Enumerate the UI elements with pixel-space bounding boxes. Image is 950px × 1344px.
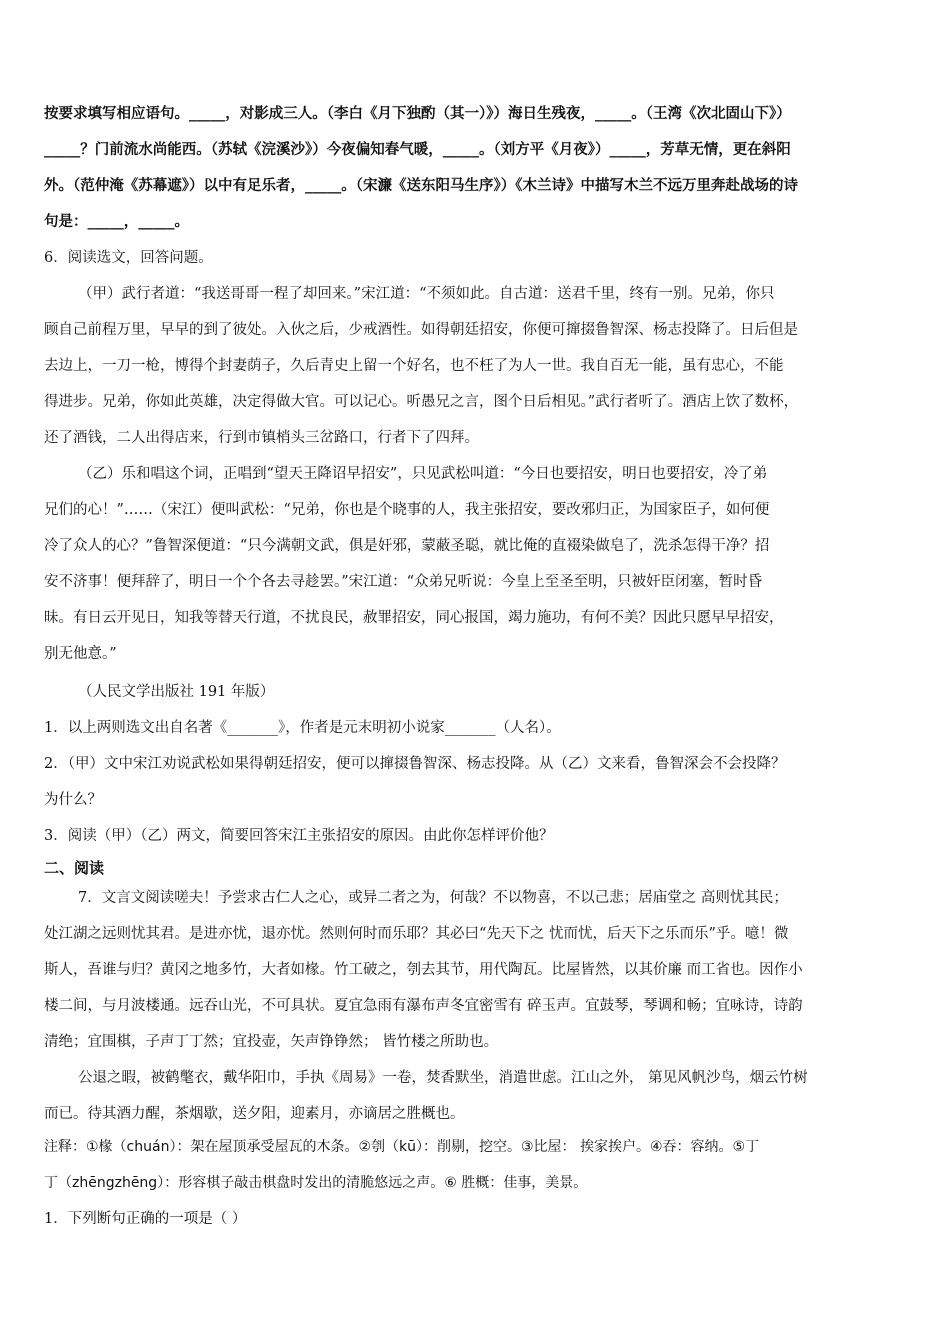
q7-para2-line-2: 而已。待其酒力醒，茶烟歇，送夕阳，迎素月，亦谪居之胜概也。 <box>44 1106 465 1122</box>
q6-yi-line-4: 安不济事！便拜辞了，明日一个个各去寻趁罢。”宋江道：“众弟兄听说：今皇上至圣至明，只被奸臣闭塞，暂时昏 <box>44 574 763 590</box>
q7-sub-question-1: 1．下列断句正确的一项是（ ） <box>44 1211 247 1227</box>
q6-jia-line-2: 顾自己前程万里，早早的到了彼处。入伙之后，少戒酒性。如得朝廷招安，你便可撺掇鲁智深、杨志投降了。日后但是 <box>44 322 798 338</box>
q6-yi-line-1: （乙）乐和唱这个词，正唱到“望天王降诏早招安”，只见武松叫道：“今日也要招安，明日也要招安，冷了弟 <box>78 466 768 482</box>
q6-question-1: 1．以上两则选文出自名著《_______》，作者是元末明初小说家_______（人名）。 <box>44 720 561 736</box>
q6-jia-line-5: 还了酒钱，二人出得店来，行到市镇梢头三岔路口，行者下了四拜。 <box>44 430 479 446</box>
q6-question-3: 3．阅读（甲）（乙）两文，简要回答宋江主张招安的原因。由此你怎样评价他？ <box>44 828 554 844</box>
notes-line-1: 注释：①椽（chuán）：架在屋顶承受屋瓦的木条。②刳（kū）：削剔，挖空。③比屋： 挨家挨户。④吞：容纳。⑤丁 <box>44 1139 760 1155</box>
q7-line-5: 清绝；宜围棋，子声丁丁然；宜投壶，矢声铮铮然； 皆竹楼之所助也。 <box>44 1034 499 1050</box>
notes-line-2: 丁（zhēngzhēng）：形容棋子敲击棋盘时发出的清脆悠远之声。⑥ 胜概：佳事，美景。 <box>44 1175 588 1191</box>
q6-source: （人民文学出版社 191 年版） <box>78 684 275 700</box>
fill-in-line-2: _____？门前流水尚能西。（苏轼《浣溪沙》）今夜偏知春气暖，_____。（刘方平《月夜》）_____，芳草无情，更在斜阳 <box>44 142 791 158</box>
q7-line-3: 斯人，吾谁与归？黄冈之地多竹，大者如椽。竹工破之，刳去其节，用代陶瓦。比屋皆然，以其价廉 而工省也。因作小 <box>44 962 803 978</box>
q6-yi-line-5: 昧。有日云开见日，知我等替天行道，不扰良民，赦罪招安，同心报国，竭力施功，有何不美？因此只愿早早招安， <box>44 610 784 626</box>
q7-para2-line-1: 公退之暇，被鹤氅衣，戴华阳巾，手执《周易》一卷，焚香默坐，消遣世虑。江山之外， 第见风帆沙鸟，烟云竹树 <box>78 1070 808 1086</box>
q6-jia-line-1: （甲）武行者道：“我送哥哥一程了却回来。”宋江道：“不须如此。自古道：送君千里，终有一别。兄弟，你只 <box>78 286 775 302</box>
fill-in-line-4: 句是：_____，_____。 <box>44 214 189 230</box>
q6-yi-line-3: 冷了众人的心？”鲁智深便道：“只今满朝文武，俱是奸邪，蒙蔽圣聪，就比俺的直裰染做皂了，洗杀怎得干净？招 <box>44 538 770 554</box>
q6-question-2-cont: 为什么？ <box>44 792 102 808</box>
q7-line-1: 7．文言文阅读嗟夫！予尝求古仁人之心，或异二者之为，何哉？不以物喜，不以己悲；居庙堂之 高则忧其民； <box>78 890 788 906</box>
q6-title: 6．阅读选文，回答问题。 <box>44 250 213 266</box>
q6-yi-line-6: 别无他意。” <box>44 646 117 662</box>
fill-in-line-1: 按要求填写相应语句。_____，对影成三人。（李白《月下独酌（其一）》）海日生残夜，_____。（王湾《次北固山下》） <box>44 106 791 122</box>
q6-yi-line-2: 兄们的心！”……（宋江）便叫武松：“兄弟，你也是个晓事的人，我主张招安，要改邪归正，为国家臣子，如何便 <box>44 502 770 518</box>
q6-jia-line-4: 得进步。兄弟，你如此英雄，决定得做大官。可以记心。听愚兄之言，图个日后相见。”武行者听了。酒店上饮了数杯， <box>44 394 799 410</box>
q7-line-4: 楼二间，与月波楼通。远吞山光，不可具状。夏宜急雨有瀑布声冬宜密雪有 碎玉声。宜鼓琴，琴调和畅；宜咏诗，诗韵 <box>44 998 803 1014</box>
section-heading: 二、阅读 <box>44 859 105 877</box>
fill-in-line-3: 外。（范仲淹《苏幕遮》）以中有足乐者，_____。（宋濂《送东阳马生序》）《木兰诗》中描写木兰不远万里奔赴战场的诗 <box>44 178 798 194</box>
q7-line-2: 处江湖之远则忧其君。是进亦忧，退亦忧。然则何时而乐耶？其必曰“先天下之 忧而忧，后天下之乐而乐”乎。噫！微 <box>44 926 789 942</box>
q6-question-2: 2．（甲）文中宋江劝说武松如果得朝廷招安，便可以撺掇鲁智深、杨志投降。从（乙）文来看，鲁智深会不会投降？ <box>44 756 786 772</box>
q6-jia-line-3: 去边上，一刀一枪，博得个封妻荫子，久后青史上留一个好名，也不枉了为人一世。我自百无一能，虽有忠心，不能 <box>44 358 784 374</box>
